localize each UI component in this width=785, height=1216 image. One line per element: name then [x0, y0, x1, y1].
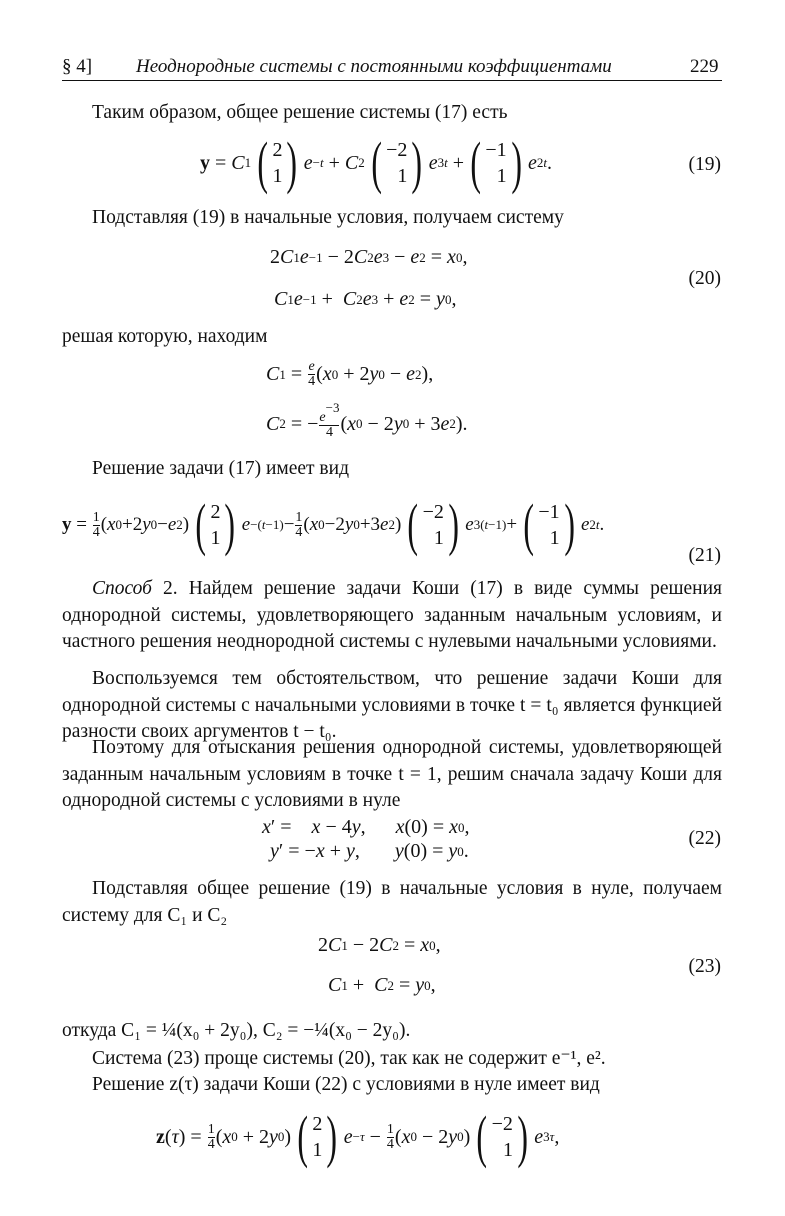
paragraph-4: Решение задачи (17) имеет вид — [92, 458, 349, 479]
paragraph-9: откуда C₁ = ¼(x₀ + 2y₀), C₂ = −¼(x₀ − 2y₀). — [62, 1020, 411, 1041]
paragraph-10: Система (23) проще системы (20), так как не содержит e⁻¹, e². — [92, 1048, 606, 1069]
page-number: 229 — [690, 56, 719, 77]
eq-number-23: (23) — [688, 956, 721, 977]
eq-number-19: (19) — [688, 154, 721, 175]
equation-22-line1: x ′ = x − 4 y , x (0) = x 0 , — [262, 816, 470, 838]
equation-20-line1: 2 C 1 e −1 − 2 C 2 e 3 − e 2 = x 0 , — [270, 246, 468, 268]
paragraph-2: Подставляя (19) в начальные условия, получаем систему — [92, 207, 564, 228]
paragraph-8: Подставляя общее решение (19) в начальные условия в нуле, получаем систему для C₁ и C₂ — [62, 878, 722, 926]
paragraph-11: Решение z(τ) задачи Коши (22) с условиями в нуле имеет вид — [92, 1074, 600, 1095]
equation-20-line2: C 1 e −1 + C 2 e 3 + e 2 = y 0 , — [274, 288, 457, 310]
equation-21: y = $\frac{1}{4}$ ( x 0 +2 y 0 − e 2 ) ( 2 1 ) e −(t−1) − $\frac{1}{4}$ ( x 0 −2 y 0 +3 e 2 ) ( −2 1 ) e 3(t−1) + ( −1 1 ) e 2t . — [62, 492, 605, 557]
equation-23-line1: 2 C 1 − 2 C 2 = x 0 , — [318, 934, 441, 956]
paragraph-6: Воспользуемся тем обстоятельством, что решение задачи Коши для однородной системы с начальными условиями в точке t = t₀ является функцией разности своих аргументов t − t₀. — [62, 668, 722, 743]
eq-number-22: (22) — [688, 828, 721, 849]
equation-c1: C 1 = $\frac{e}{4}$ ( x 0 + 2 y 0 − e 2 ), — [266, 359, 434, 389]
paragraph-1: Таким образом, общее решение системы (17) есть — [92, 102, 508, 123]
eq-number-21: (21) — [688, 545, 721, 566]
equation-c2: C 2 = − $\frac{e^{-3}}{4}$ ( x 0 − 2 y 0 + 3 e 2 ). — [266, 400, 468, 440]
method-label: Способ — [92, 578, 152, 599]
paragraph-7: Поэтому для отыскания решения однородной системы, удовлетворяющей заданным начальным условиям в точке t = 1, решим сначала задачу Коши для однородной системы с условиями в нуле — [62, 737, 722, 812]
equation-19: y = C 1 ( 2 1 ) e −t + C 2 ( −2 1 ) e 3t + ( −1 1 ) e 2t . — [200, 130, 552, 195]
paragraph-3: решая которую, находим — [62, 326, 268, 347]
header-title: Неоднородные системы с постоянными коэффициентами — [136, 56, 612, 77]
header-rule — [62, 80, 722, 81]
equation-z-tau: z ( τ ) = $\frac{1}{4}$ ( x 0 + 2 y 0 ) ( 2 1 ) e −τ − $\frac{1}{4}$ ( x 0 − 2 y 0 ) ( −2 1 ) e 3τ , — [156, 1104, 560, 1169]
eq-number-20: (20) — [688, 268, 721, 289]
equation-23-line2: C 1 + C 2 = y 0 , — [328, 974, 436, 996]
paragraph-5-text: 2. Найдем решение задачи Коши (17) в виде суммы решения однородной системы, удовлетворяющего заданным начальным условиям, и частного решения неоднородной системы с нулевыми начальными условиями. — [62, 578, 722, 653]
paragraph-5 — [62, 576, 722, 656]
equation-22-line2: y ′ = − x + y , y (0) = y 0 . — [270, 840, 469, 862]
header-section: § 4] — [62, 56, 93, 77]
